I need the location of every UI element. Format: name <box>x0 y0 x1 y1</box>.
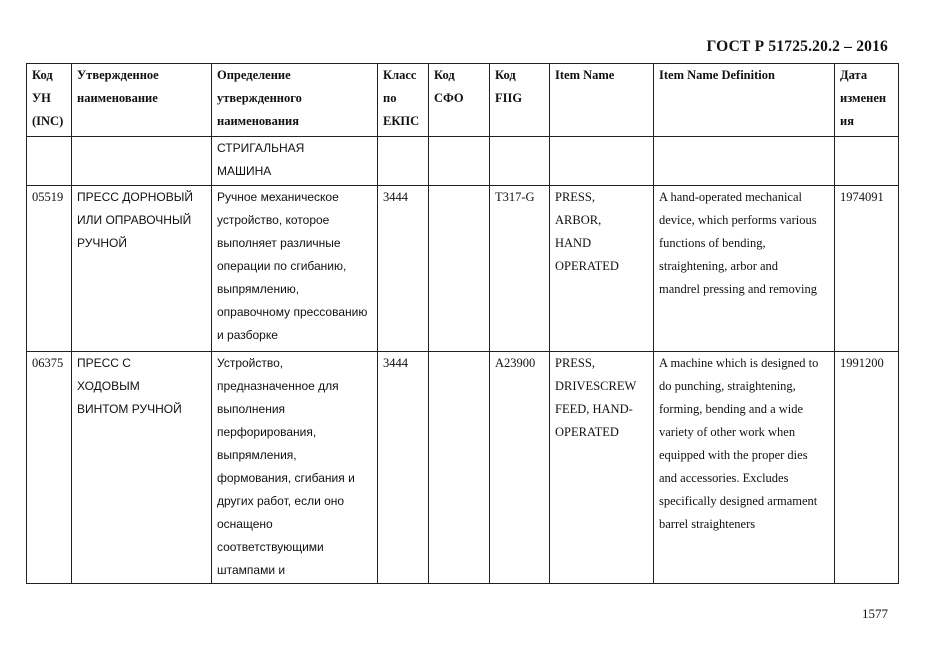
header-item-name-definition: Item Name Definition <box>654 64 835 137</box>
cell-class-ekps: 3444 <box>378 186 429 352</box>
cell-code-sfo <box>429 137 490 186</box>
header-code-un: Код УН (INC) <box>27 64 72 137</box>
cell-item-name <box>550 137 654 186</box>
cell-code-un <box>27 137 72 186</box>
cell-approved-name: ПРЕСС ДОРНОВЫЙ ИЛИ ОПРАВОЧНЫЙ РУЧНОЙ <box>72 186 212 352</box>
cell-change-date: 1991200 <box>835 352 899 584</box>
cell-class-ekps <box>378 137 429 186</box>
table-header-row <box>27 64 899 137</box>
header-approved-name: Утвержденное наименование <box>72 64 212 137</box>
cell-code-fiig <box>490 137 550 186</box>
cell-code-fiig: T317-G <box>490 186 550 352</box>
page-number: 1577 <box>862 606 888 621</box>
cell-definition-ru: СТРИГАЛЬНАЯ МАШИНА <box>212 137 378 186</box>
cell-code-sfo <box>429 352 490 584</box>
cell-approved-name <box>72 137 212 186</box>
header-code-fiig: Код FIIG <box>490 64 550 137</box>
cell-item-name: PRESS, ARBOR, HAND OPERATED <box>550 186 654 352</box>
cell-class-ekps: 3444 <box>378 352 429 584</box>
document-standard-title: ГОСТ Р 51725.20.2 – 2016 <box>706 38 888 55</box>
table-row <box>27 137 899 186</box>
header-code-sfo: Код СФО <box>429 64 490 137</box>
cell-approved-name: ПРЕСС С ХОДОВЫМ ВИНТОМ РУЧНОЙ <box>72 352 212 584</box>
cell-definition-ru: Устройство, предназначенное для выполнения перфорирования, выпрямления, формования, сгибания и других работ, если оно оснащено соответствующими штампами и <box>212 352 378 584</box>
table-row <box>27 352 899 584</box>
cell-code-un: 06375 <box>27 352 72 584</box>
cell-change-date: 1974091 <box>835 186 899 352</box>
table-row <box>27 186 899 352</box>
cell-item-name-definition: A hand-operated mechanical device, which performs various functions of bending, straightening, arbor and mandrel pressing and removing <box>654 186 835 352</box>
cell-change-date <box>835 137 899 186</box>
cell-item-name: PRESS, DRIVESCREW FEED, HAND- OPERATED <box>550 352 654 584</box>
classification-table <box>26 63 899 584</box>
cell-item-name-definition: A machine which is designed to do punching, straightening, forming, bending and a wide variety of other work when equipped with the proper dies and accessories. Excludes specifically designed armament barrel straighteners <box>654 352 835 584</box>
cell-code-un: 05519 <box>27 186 72 352</box>
header-item-name: Item Name <box>550 64 654 137</box>
cell-definition-ru: Ручное механическое устройство, которое выполняет различные операции по сгибанию, выпрямлению, оправочному прессованию и разборке <box>212 186 378 352</box>
cell-code-fiig: A23900 <box>490 352 550 584</box>
header-class-ekps: Класс по ЕКПС <box>378 64 429 137</box>
header-definition-ru: Определение утвержденного наименования <box>212 64 378 137</box>
cell-code-sfo <box>429 186 490 352</box>
header-change-date: Дата изменен ия <box>835 64 899 137</box>
cell-item-name-definition <box>654 137 835 186</box>
